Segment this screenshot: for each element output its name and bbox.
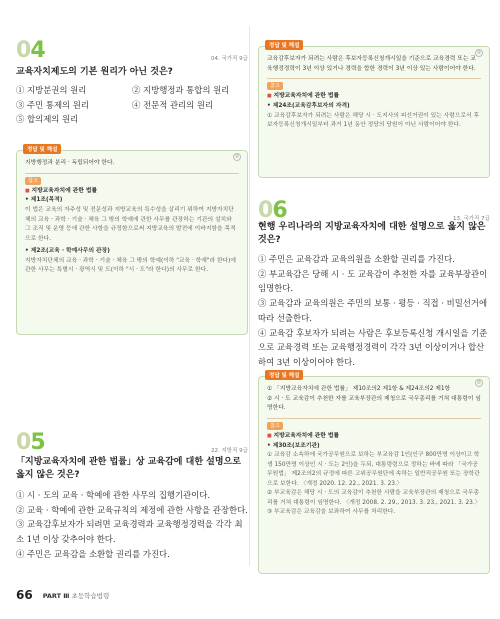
question-06-source: 13. 국가직 7급 <box>453 216 490 222</box>
reference-tag: 참고 <box>267 422 283 430</box>
question-06-choices <box>258 252 490 370</box>
choice-4: ④ 전문적 관리의 원리 <box>132 99 214 110</box>
article-body-2: 지방자치단체의 교육 · 과학 · 기술 · 체육 그 밖의 학예(이하 "교육 · 학예"라 한다)에 관한 사무는 특별시 · 광역시 및 도(이하 "시 · 도"라 한다)의 사무로 한다. <box>25 257 237 274</box>
answer-04-tab: 정답 및 해설 <box>23 144 61 154</box>
article-title: • 제30조(보조기관) <box>267 442 320 449</box>
question-04-number: 04 <box>16 38 45 63</box>
question-04-source: 04. 국가직 9급 <box>211 56 248 62</box>
answer-06-line-1: ① 「지방교육자치에 관한 법률」 제10조의2 제1항 & 제24조의2 제1항 <box>267 386 451 392</box>
answer-05-mark: ③ <box>476 50 482 56</box>
choice-5: ⑤ 합의제의 원리 <box>16 114 79 125</box>
page-number: 66 <box>16 588 33 602</box>
question-05-header <box>16 432 248 454</box>
answer-06-tab: 정답 및 해설 <box>265 370 303 380</box>
article-body: ① 교육감후보자가 되려는 사람은 해당 시 · 도지사의 피선거권이 있는 사람으로서 후보자등록신청개시일부터 과거 1년 동안 정당의 당원이 아닌 사람이어야 한다. <box>267 112 480 129</box>
answer-04-mark: ② <box>234 154 240 160</box>
law-title: ■ 지방교육자치에 관한 법률 <box>267 92 481 102</box>
choice-2: ② 부교육감은 당해 시 · 도 교육감이 추천한 자를 교육부장관이 임명한다. <box>258 268 488 294</box>
question-04-header <box>16 40 248 62</box>
article-title-2: • 제2조(교육 · 학예사무의 관장) <box>25 248 110 255</box>
question-05-number: 05 <box>16 430 45 455</box>
choice-4: ④ 교육감 후보자가 되려는 사람은 후보등록신청 개시일을 기준으로 교육경력 또는 교육행정경력이 각각 3년 이상이거나 합산하여 3년 이상이어야 한다. <box>258 327 488 367</box>
answer-06-mark: ② <box>476 380 482 386</box>
choice-1: ① 시 · 도의 교육 · 학예에 관한 사무의 집행기관이다. <box>16 490 211 500</box>
choice-4: ④ 주민은 교육감을 소환할 권리를 가진다. <box>16 548 170 559</box>
question-06-text: 현행 우리나라의 지방교육자치에 대한 설명으로 옳지 않은 것은? <box>258 222 486 246</box>
question-06-number: 06 <box>258 198 287 223</box>
choice-1: ① 주민은 교육감과 교육의원을 소환할 권리를 가진다. <box>258 254 455 264</box>
article-body: 이 법은 교육의 자주성 및 전문성과 지방교육의 특수성을 살리기 위하여 지방자치단체의 교육 · 과학 · 기술 · 체육 그 밖의 학예에 관한 사무를 관장하는 기관의 설치와 그 조직 및 운영 등에 관한 사항을 규정함으로써 지방교육의 발전에 이바지함을 목적으로 한다. <box>25 206 236 242</box>
law-title: ■ 지방교육자치에 관한 법률 <box>267 432 481 442</box>
choice-3: ③ 교육감후보자가 되려면 교육경력과 교육행정경력을 각각 최소 1년 이상 갖추어야 한다. <box>16 519 243 545</box>
choice-2: ② 교육 · 학예에 관한 교육규칙의 제정에 관한 사항을 관장한다. <box>16 504 248 515</box>
answer-05-tab: 정답 및 해설 <box>265 40 303 50</box>
reference-tag: 참고 <box>25 177 41 185</box>
page-footer <box>16 588 484 602</box>
question-04-choices <box>16 83 248 127</box>
answer-04-box <box>16 147 248 335</box>
choice-3: ③ 교육감과 교육의원은 주민의 보통 · 평등 · 직접 · 비밀선거에 따라 선출한다. <box>258 298 488 323</box>
column-divider <box>249 26 250 566</box>
choice-1: ① 지방분권의 원리 <box>16 85 87 95</box>
answer-04-line: 지방행정과 분리 · 독립되어야 한다. <box>25 160 115 166</box>
part-label: PART Ⅲ 초등학습법령 <box>42 591 110 600</box>
question-06-header <box>258 200 490 222</box>
question-05-text: 「지방교육자치에 관한 법률」상 교육감에 대한 설명으로 옳지 않은 것은? <box>16 457 241 481</box>
answer-06-line-2: ② 시 · 도 교육감이 추천한 자를 교육부장관의 제청으로 국무총리를 거쳐 대통령이 임명한다. <box>267 395 481 412</box>
article-body-2: ② 부교육감은 해당 시 · 도의 교육감이 추천한 사람을 교육부장관의 제청으로 국무총리를 거쳐 대통령이 임명한다. 〈개정 2008. 2. 29., 2013. 3. 23., 2021. 3. 23.〉 <box>267 490 481 506</box>
law-title: ■ 지방교육자치에 관한 법률 <box>25 187 239 197</box>
choice-2: ② 지방행정과 통합의 원리 <box>132 85 230 95</box>
answer-06-box <box>258 373 490 574</box>
question-04-text: 교육자치제도의 기본 원리가 아닌 것은? <box>16 67 173 77</box>
answer-05-body: 교육감후보자가 되려는 사람은 후보자등록신청개시일을 기준으로 교육경력 또는 교육행정경력이 3년 이상 있거나 경력을 합한 경력이 3년 이상 있는 사람이어야 한다. <box>267 56 476 72</box>
question-05-choices <box>16 488 248 562</box>
article-body: ① 교육감 소속하에 국가공무원으로 보하는 부교육감 1인(인구 800만명 이상이고 학생 150만명 이상인 시 · 도는 2인)을 두되, 대통령령으로 정하는 바에 따라 「국가공무원법」 제2조의2의 규정에 따른 고위공무원단에 속하는 일반직공무원 또는 장학관으로 보한다. 〈개정 2020. 12. 22., 2021. 3. 23.〉 <box>267 452 480 487</box>
choice-3: ③ 주민 통제의 원리 <box>16 99 89 110</box>
article-body-3: ③ 부교육감은 교육감을 보좌하여 사무를 처리한다. <box>267 509 396 516</box>
answer-05-box <box>258 43 490 178</box>
question-05-source: 22. 지방직 9급 <box>211 448 248 454</box>
article-title: • 제24조(교육감후보자의 자격) <box>267 102 350 109</box>
article-title: • 제1조(목적) <box>25 197 63 204</box>
reference-tag: 참고 <box>267 82 283 90</box>
